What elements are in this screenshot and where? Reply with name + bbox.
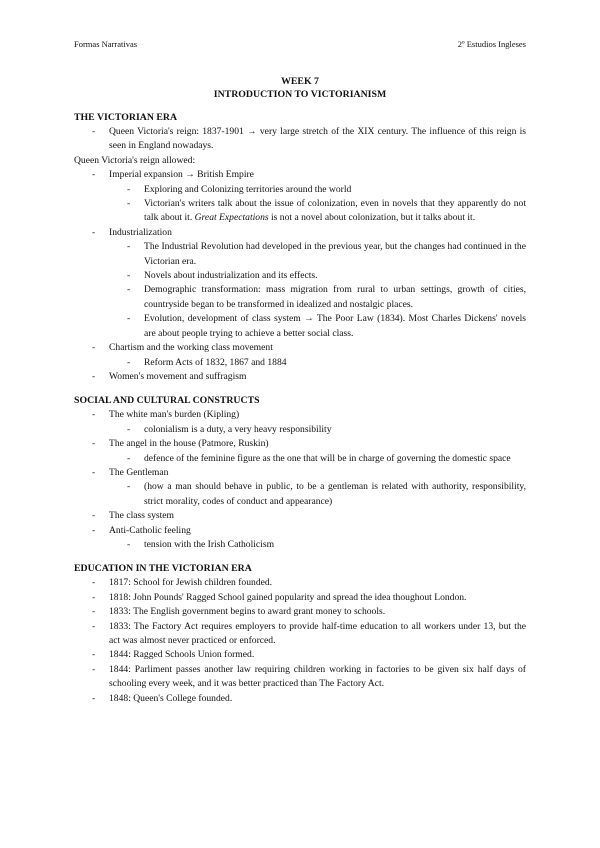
list-item: - tension with the Irish Catholicism bbox=[74, 538, 526, 552]
list-dash: - bbox=[92, 409, 96, 421]
book-title: Great Expectations bbox=[194, 212, 269, 224]
list-dash: - bbox=[127, 356, 131, 368]
list-item: - The Industrial Revolution had developed in the previous year, but the changes had continued in the Victorian era. bbox=[127, 241, 526, 267]
list-dash: - bbox=[92, 649, 96, 661]
list-dash: - bbox=[127, 284, 131, 296]
list-item: - 1844: Parliment passes another law requiring children working in factories to be given six half days of schooling every week, and it was better practiced than The Factory Act. bbox=[92, 663, 526, 690]
list-dash: - bbox=[92, 591, 96, 603]
list-item: - 1818: John Pounds' Ragged School gained popularity and spread the idea thoughout London. bbox=[74, 591, 526, 605]
list-item: - The Gentleman bbox=[74, 466, 526, 480]
list-dash: - bbox=[127, 481, 131, 493]
list-item: - 1844: Ragged Schools Union formed. bbox=[74, 648, 526, 662]
list-dash: - bbox=[92, 126, 96, 137]
header-course: Formas Narrativas bbox=[74, 39, 138, 49]
list-dash: - bbox=[127, 270, 131, 282]
list-dash: - bbox=[127, 423, 131, 435]
list-item: - colonialism is a duty, a very heavy responsibility bbox=[74, 423, 526, 437]
list-item: - The class system bbox=[74, 509, 526, 523]
list-item: - 1833: The Factory Act requires employers to provide half-time education to all workers under 13, but the act was almost never practiced or enforced. bbox=[92, 620, 526, 646]
list-dash: - bbox=[127, 241, 131, 253]
page-title: INTRODUCTION TO VICTORIANISM bbox=[213, 89, 387, 100]
list-dash: - bbox=[127, 452, 131, 464]
header-degree: 2º Estudios Ingleses bbox=[457, 39, 526, 49]
list-item: - 1848: Queen's College founded. bbox=[74, 692, 526, 706]
list-dash: - bbox=[92, 226, 96, 238]
section-heading-social-constructs: SOCIAL AND CULTURAL CONSTRUCTS bbox=[74, 395, 260, 407]
list-item: - Anti-Catholic feeling bbox=[74, 524, 526, 538]
list-dash: - bbox=[92, 370, 96, 382]
list-dash: - bbox=[127, 538, 131, 550]
list-item: - defence of the feminine figure as the one that will be in charge of governing the domestic space bbox=[74, 452, 526, 466]
list-dash: - bbox=[92, 577, 96, 589]
list-item: - The angel in the house (Patmore, Ruskin) bbox=[74, 437, 526, 451]
list-item: - Evolution, development of class system → The Poor Law (1834). Most Charles Dickens' novels are about people trying to achieve a better social class. bbox=[127, 313, 526, 339]
list-dash: - bbox=[127, 198, 131, 210]
list-dash: - bbox=[92, 692, 96, 704]
list-dash: - bbox=[92, 524, 96, 536]
list-item: - Reform Acts of 1832, 1867 and 1884 bbox=[74, 356, 526, 370]
list-dash: - bbox=[92, 466, 96, 478]
list-item: - Chartism and the working class movement bbox=[74, 341, 526, 355]
section-heading-education: EDUCATION IN THE VICTORIAN ERA bbox=[74, 563, 252, 575]
list-item: - Imperial expansion → British Empire bbox=[74, 168, 526, 182]
list-item: - Industrialization bbox=[74, 226, 526, 240]
list-item: - Queen Victoria's reign: 1837-1901 → very large stretch of the XIX century. The influence of this reign is seen in England nowadays. bbox=[92, 126, 526, 152]
document-body bbox=[74, 75, 526, 706]
list-dash: - bbox=[92, 620, 96, 632]
list-dash: - bbox=[92, 342, 96, 354]
list-dash: - bbox=[92, 510, 96, 522]
list-item: - Exploring and Colonizing territories around the world bbox=[74, 183, 526, 197]
list-item: - Novels about industrialization and its effects. bbox=[74, 269, 526, 283]
list-item: - The white man's burden (Kipling) bbox=[74, 408, 526, 422]
list-item: - Women's movement and suffragism bbox=[74, 370, 526, 384]
week-title: WEEK 7 bbox=[281, 76, 319, 87]
list-dash: - bbox=[92, 606, 96, 618]
list-item: - 1833: The English government begins to award grant money to schools. bbox=[74, 605, 526, 619]
list-item: - Demographic transformation: mass migration from rural to urban settings, growth of cities, countryside began to be transformed in idealized and nostalgic places. bbox=[127, 284, 526, 310]
list-item: - (how a man should behave in public, to be a gentleman is related with authority, responsibility, strict morality, codes of conduct and appearance) bbox=[127, 481, 526, 507]
list-dash: - bbox=[127, 183, 131, 195]
list-item: - 1817: School for Jewish children founded. bbox=[74, 576, 526, 590]
list-item: - Victorian's writers talk about the issue of colonization, even in novels that they apparently do not talk about it. Great Expectations is not a novel about colonization, but it talks about it. bbox=[127, 198, 526, 224]
list-dash: - bbox=[127, 313, 131, 325]
list-dash: - bbox=[92, 663, 96, 675]
page-header bbox=[74, 38, 526, 50]
list-dash: - bbox=[92, 438, 96, 450]
paragraph: Queen Victoria's reign allowed: bbox=[74, 154, 196, 166]
list-dash: - bbox=[92, 169, 96, 181]
section-heading-victorian-era: THE VICTORIAN ERA bbox=[74, 112, 178, 123]
